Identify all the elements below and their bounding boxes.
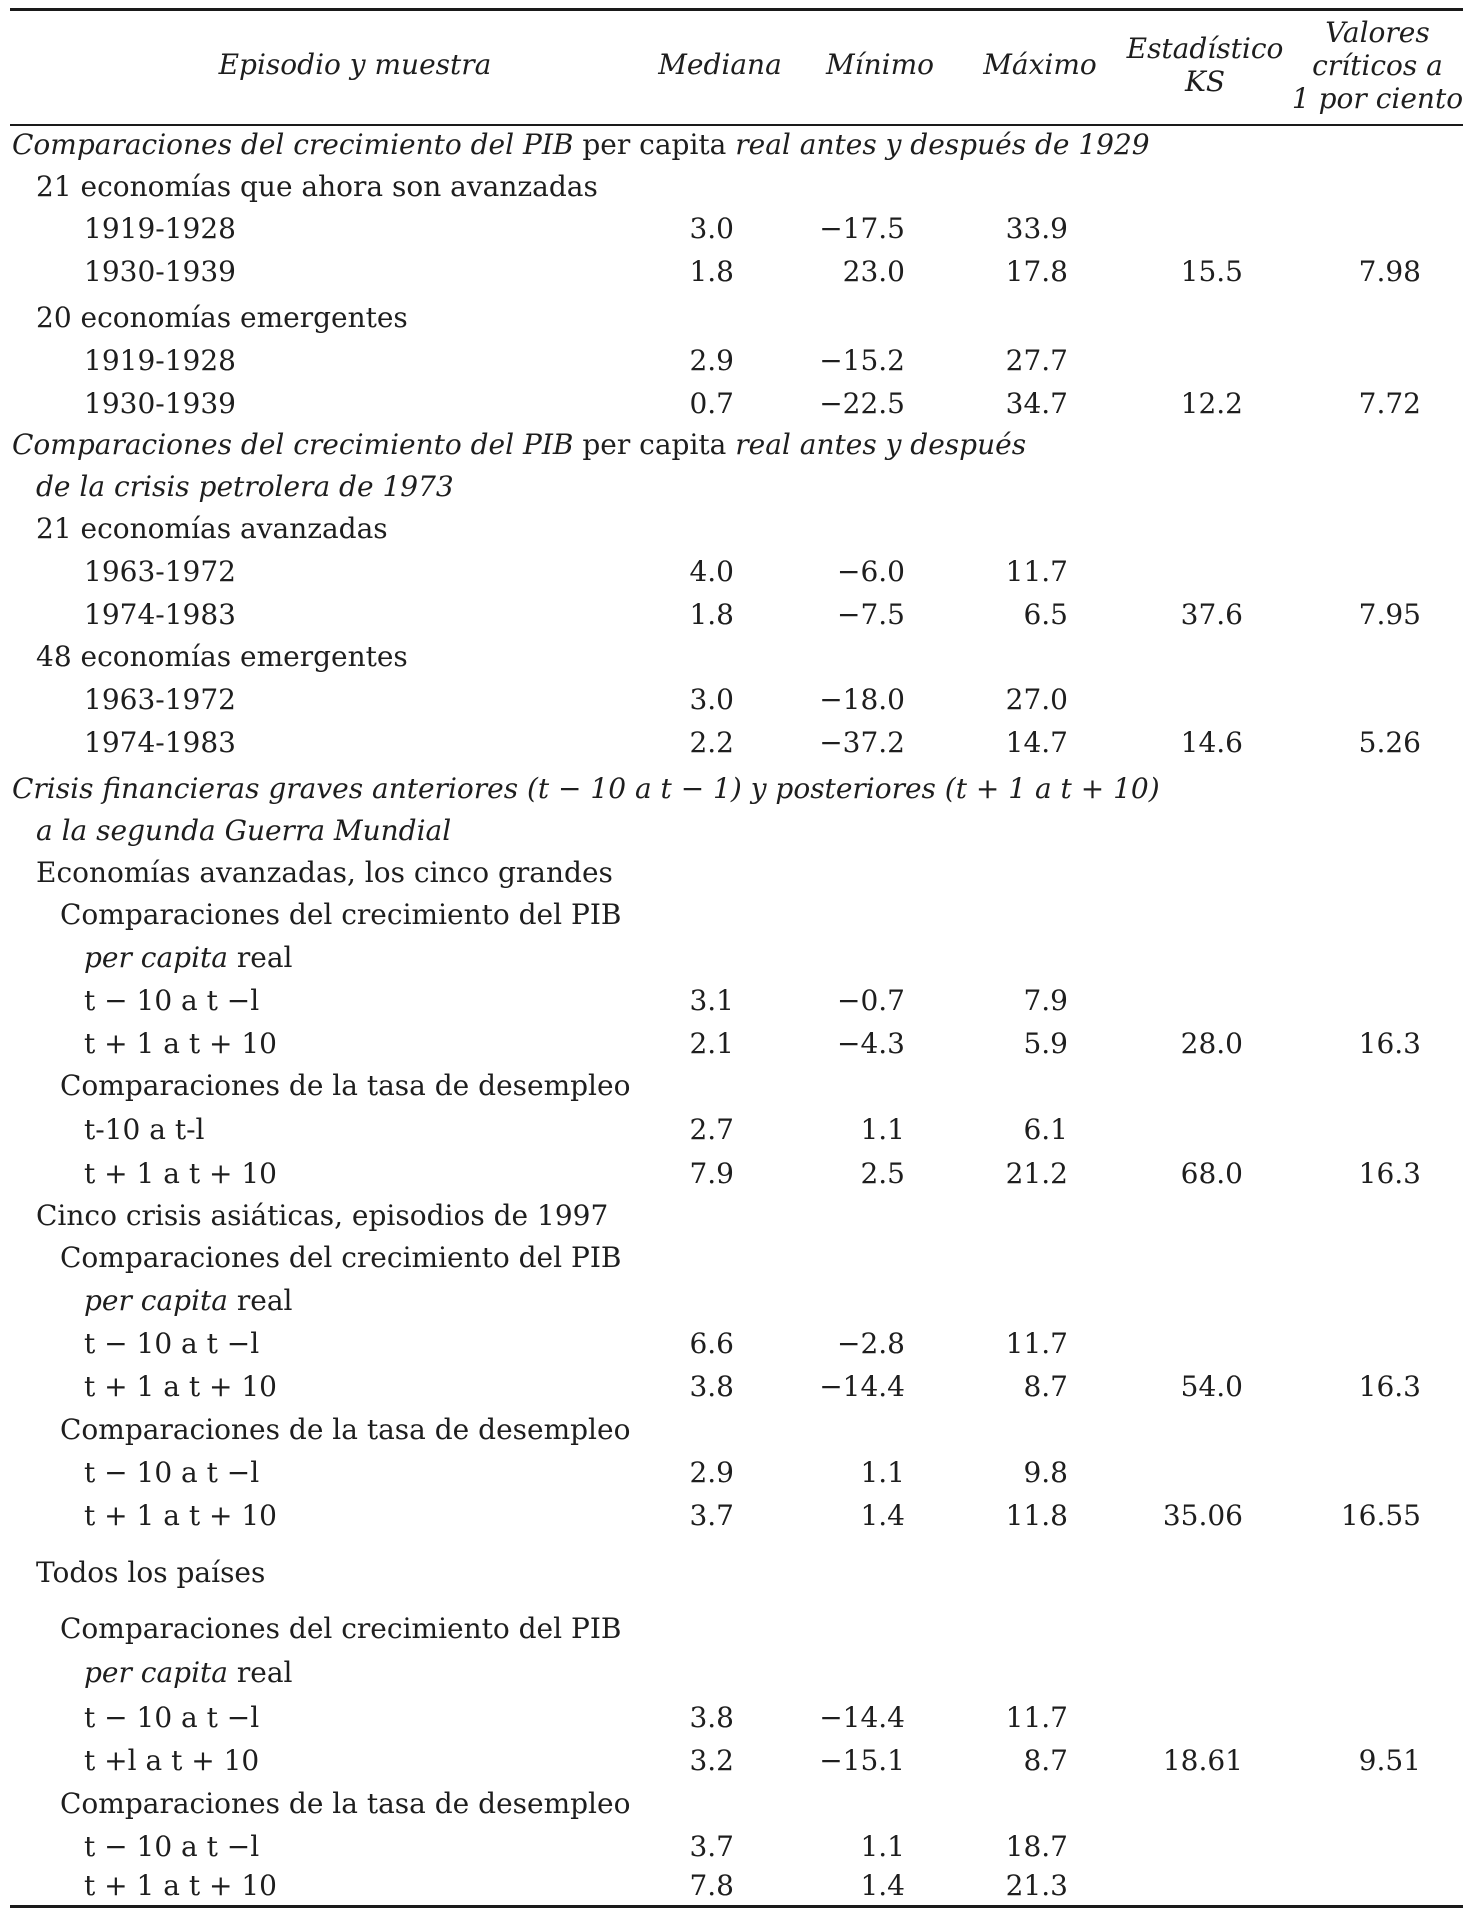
table-row: t-10 a t-l 2.7 1.1 6.1 [84,1113,1068,1146]
table-row: 1930-1939 0.7 −22.5 34.7 12.2 7.72 [84,387,1421,420]
group-label: 21 economías que ahora son avanzadas [36,170,598,203]
subgroup-label: Comparaciones del crecimiento del PIB [60,898,622,931]
section-title: Comparaciones del crecimiento del PIB per capita real antes y después de 1929 [12,128,1150,161]
group-label: Cinco crisis asiáticas, episodios de 1997 [36,1199,609,1232]
table-row: t + 1 a t + 10 3.7 1.4 11.8 35.06 16.55 [84,1499,1421,1532]
header-critical-line2: críticos a [1312,49,1443,82]
subgroup-label: Comparaciones de la tasa de desempleo [60,1069,631,1102]
table-row: t + 1 a t + 10 3.8 −14.4 8.7 54.0 16.3 [84,1370,1421,1403]
table-row: 1930-1939 1.8 23.0 17.8 15.5 7.98 [84,255,1421,288]
table-row: 1963-1972 3.0 −18.0 27.0 [84,683,1068,716]
subgroup-label: Comparaciones del crecimiento del PIB [60,1241,622,1274]
group-label: Todos los países [36,1556,266,1589]
table-row: t + 1 a t + 10 7.9 2.5 21.2 68.0 16.3 [84,1157,1421,1190]
table-row: t − 10 a t −l 2.9 1.1 9.8 [84,1456,1068,1489]
header-max: Máximo [983,48,1097,81]
bottom-rule [10,1905,1463,1908]
table-row: t − 10 a t −l 3.7 1.1 18.7 [84,1830,1068,1863]
section-title: Comparaciones del crecimiento del PIB per capita real antes y después [12,428,1027,461]
group-label: 20 economías emergentes [36,301,408,334]
header-episode: Episodio y muestra [218,48,492,81]
table-row: 1974-1983 1.8 −7.5 6.5 37.6 7.95 [84,598,1421,631]
subgroup-label: Comparaciones del crecimiento del PIB [60,1612,622,1645]
header-ks [1120,32,1290,98]
subgroup-label: Comparaciones de la tasa de desempleo [60,1787,631,1820]
table-row: 1963-1972 4.0 −6.0 11.7 [84,555,1068,588]
subgroup-label-cont: per capita real [84,1284,293,1317]
table-row: t − 10 a t −l 3.1 −0.7 7.9 [84,984,1068,1017]
section-title-cont: de la crisis petrolera de 1973 [36,470,454,503]
table-row: 1919-1928 2.9 −15.2 27.7 [84,344,1068,377]
header-ks-line2: KS [1184,65,1226,98]
subgroup-label: Comparaciones de la tasa de desempleo [60,1413,631,1446]
section-title-cont: a la segunda Guerra Mundial [36,814,452,847]
table-row: 1974-1983 2.2 −37.2 14.7 14.6 5.26 [84,726,1421,759]
header-median: Mediana [658,48,782,81]
table-row: t + 1 a t + 10 7.8 1.4 21.3 [84,1869,1068,1902]
subgroup-label-cont: per capita real [84,941,293,974]
table-row: t − 10 a t −l 3.8 −14.4 11.7 [84,1701,1068,1734]
table-row: t + 1 a t + 10 2.1 −4.3 5.9 28.0 16.3 [84,1027,1421,1060]
group-label: Economías avanzadas, los cinco grandes [36,856,613,889]
section-title: Crisis financieras graves anteriores (t − 10 a t − 1) y posteriores (t + 1 a t + 10) [12,772,1160,805]
subgroup-label-cont: per capita real [84,1656,293,1689]
header-ks-line1: Estadístico [1126,32,1284,65]
group-label: 48 economías emergentes [36,640,408,673]
top-rule [10,8,1463,11]
table-row: t +l a t + 10 3.2 −15.1 8.7 18.61 9.51 [84,1744,1421,1777]
header-min: Mínimo [825,48,935,81]
header-critical [1290,16,1465,115]
group-label: 21 economías avanzadas [36,512,388,545]
header-critical-line3: 1 por ciento [1291,82,1464,115]
table-row: t − 10 a t −l 6.6 −2.8 11.7 [84,1327,1068,1360]
table-row: 1919-1928 3.0 −17.5 33.9 [84,212,1068,245]
header-critical-line1: Valores [1325,16,1430,49]
